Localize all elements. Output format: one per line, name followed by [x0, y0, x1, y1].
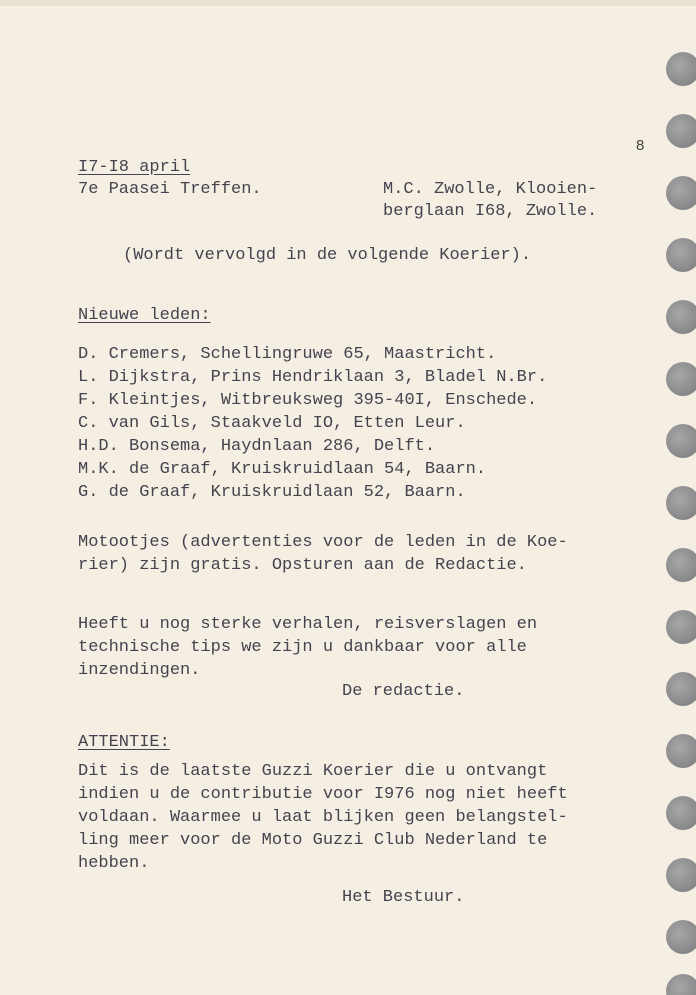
attention-line: hebben. — [78, 854, 150, 873]
event-date: I7-I8 april — [78, 158, 191, 177]
stories-signature: De redactie. — [342, 682, 465, 701]
binder-hole — [666, 734, 696, 768]
binder-hole — [666, 858, 696, 892]
binder-hole — [666, 672, 696, 706]
member-entry: L. Dijkstra, Prins Hendriklaan 3, Bladel N.Br. — [78, 368, 548, 387]
continued-note: (Wordt vervolgd in de volgende Koerier). — [123, 246, 532, 265]
binder-hole — [666, 548, 696, 582]
member-entry: F. Kleintjes, Witbreuksweg 395-40I, Enschede. — [78, 391, 538, 410]
attention-signature: Het Bestuur. — [342, 888, 465, 907]
event-name: 7e Paasei Treffen. — [78, 180, 262, 199]
motootjes-line: Motootjes (advertenties voor de leden in de Koe- — [78, 533, 568, 552]
binder-hole — [666, 974, 696, 995]
stories-line: technische tips we zijn u dankbaar voor alle — [78, 638, 527, 657]
binder-hole — [666, 610, 696, 644]
binder-hole — [666, 176, 696, 210]
stories-line: Heeft u nog sterke verhalen, reisverslagen en — [78, 615, 538, 634]
binder-hole — [666, 114, 696, 148]
member-entry: D. Cremers, Schellingruwe 65, Maastricht. — [78, 345, 497, 364]
binder-hole — [666, 424, 696, 458]
attention-line: voldaan. Waarmee u laat blijken geen belangstel- — [78, 808, 568, 827]
member-entry: G. de Graaf, Kruiskruidlaan 52, Baarn. — [78, 483, 466, 502]
member-entry: C. van Gils, Staakveld IO, Etten Leur. — [78, 414, 466, 433]
binder-hole — [666, 486, 696, 520]
binder-hole — [666, 920, 696, 954]
binder-hole — [666, 238, 696, 272]
event-location-line-1: M.C. Zwolle, Klooien- — [383, 180, 598, 199]
binder-hole — [666, 300, 696, 334]
member-entry: M.K. de Graaf, Kruiskruidlaan 54, Baarn. — [78, 460, 487, 479]
new-members-heading: Nieuwe leden: — [78, 306, 211, 325]
event-location-line-2: berglaan I68, Zwolle. — [383, 202, 598, 221]
motootjes-line: rier) zijn gratis. Opsturen aan de Redactie. — [78, 556, 527, 575]
attention-heading: ATTENTIE: — [78, 733, 170, 752]
binder-hole — [666, 52, 696, 86]
attention-line: indien u de contributie voor I976 nog niet heeft — [78, 785, 568, 804]
stories-line: inzendingen. — [78, 661, 201, 680]
top-edge — [0, 0, 696, 6]
attention-line: ling meer voor de Moto Guzzi Club Nederland te — [78, 831, 548, 850]
binder-hole — [666, 796, 696, 830]
binder-hole — [666, 362, 696, 396]
page-number: 8 — [636, 137, 645, 154]
member-entry: H.D. Bonsema, Haydnlaan 286, Delft. — [78, 437, 436, 456]
attention-line: Dit is de laatste Guzzi Koerier die u ontvangt — [78, 762, 548, 781]
